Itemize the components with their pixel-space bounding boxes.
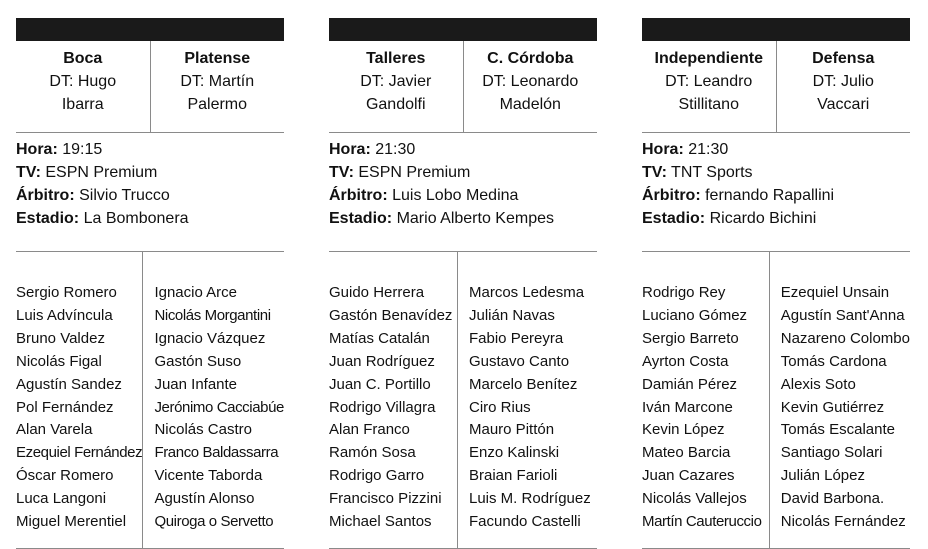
coach-line: Madelón: [499, 96, 561, 113]
match-card: [642, 18, 910, 549]
team-name: Defensa: [812, 50, 875, 67]
info-tv: [329, 161, 597, 184]
player-name: Ignacio Vázquez: [154, 329, 266, 347]
player-name: Guido Herrera: [329, 284, 425, 301]
info-arbitro: [329, 184, 597, 207]
info-tv: [16, 161, 284, 184]
info-hora: [642, 138, 910, 161]
info-hora: [329, 138, 597, 161]
player-name: Marcos Ledesma: [469, 284, 585, 301]
player-name: Mateo Barcia: [642, 444, 731, 462]
player-name: Luca Langoni: [16, 490, 107, 508]
player-name: Ayrton Costa: [642, 352, 729, 370]
info-label: Estadio:: [16, 210, 80, 227]
info-hora: [16, 138, 284, 161]
info-value: ESPN Premium: [358, 164, 471, 181]
coach-line: Vaccari: [817, 96, 870, 113]
player-name: Luis Advíncula: [16, 306, 113, 324]
player-name: Ezequiel Fernández: [16, 444, 143, 462]
info-value: Luis Lobo Medina: [392, 187, 519, 204]
player-name: Juan C. Portillo: [329, 375, 431, 393]
player-name: Gastón Suso: [154, 352, 242, 370]
away-team: [151, 41, 285, 132]
player-name: Nicolás Morgantini: [154, 306, 271, 324]
info-value: Silvio Trucco: [79, 187, 170, 204]
player-name: Kevin Gutiérrez: [780, 398, 885, 416]
player-name: Miguel Merentiel: [16, 513, 127, 531]
away-team: [464, 41, 598, 132]
player-name: Rodrigo Villagra: [329, 398, 436, 416]
player-name: Rodrigo Garro: [329, 467, 425, 485]
player-name: Nicolás Vallejos: [642, 490, 747, 508]
match-info: [329, 133, 597, 252]
player-name: Juan Rodríguez: [329, 352, 435, 370]
away-players-list: [143, 252, 284, 548]
player-name: Luis M. Rodríguez: [469, 490, 591, 508]
player-name: Ignacio Arce: [154, 284, 238, 301]
teams-row: [642, 41, 910, 133]
home-players-list: [642, 252, 770, 548]
teams-row: [329, 41, 597, 133]
coach-line: DT: Martín: [180, 73, 255, 90]
player-name: Agustín Alonso: [154, 490, 255, 508]
home-team: [329, 41, 464, 132]
player-name: Damián Pérez: [642, 375, 738, 393]
info-value: La Bombonera: [83, 210, 189, 227]
info-value: fernando Rapallini: [705, 187, 835, 204]
player-name: Santiago Solari: [780, 444, 883, 462]
player-name: Luciano Gómez: [642, 306, 748, 324]
player-name: Alan Varela: [16, 421, 93, 439]
lineups: [642, 252, 910, 549]
player-name: Tomás Cardona: [780, 352, 887, 370]
player-name: Vicente Taborda: [154, 467, 263, 485]
home-players-list: [329, 252, 458, 548]
coach-line: DT: Leonardo: [482, 73, 579, 90]
player-name: Matías Catalán: [329, 329, 430, 347]
away-players-list: [458, 252, 597, 548]
info-value: 19:15: [62, 141, 103, 158]
player-name: Sergio Barreto: [642, 329, 739, 347]
match-card: [329, 18, 597, 549]
header-bar: [16, 18, 284, 41]
player-name: Nicolás Figal: [16, 352, 102, 370]
player-name: Gastón Benavídez: [329, 306, 453, 324]
player-name: David Barbona.: [780, 490, 885, 508]
lineups: [16, 252, 284, 549]
header-bar: [642, 18, 910, 41]
player-name: Iván Marcone: [642, 398, 733, 416]
info-estadio: [642, 207, 910, 230]
player-name: Tomás Escalante: [780, 421, 895, 439]
player-name: Gustavo Canto: [469, 352, 570, 370]
home-team: [16, 41, 151, 132]
player-name: Juan Cazares: [642, 467, 735, 485]
team-name: Talleres: [366, 50, 426, 67]
player-name: Enzo Kalinski: [469, 444, 560, 462]
player-name: Mauro Pittón: [469, 421, 555, 439]
coach-line: Palermo: [187, 96, 248, 113]
player-name: Alan Franco: [329, 421, 410, 439]
info-value: 21:30: [375, 141, 416, 158]
player-name: Julián López: [780, 467, 865, 485]
player-name: Agustín Sant'Anna: [780, 306, 905, 324]
info-arbitro: [16, 184, 284, 207]
player-name: Nicolás Fernández: [780, 513, 906, 531]
info-value: ESPN Premium: [45, 164, 158, 181]
info-tv: [642, 161, 910, 184]
info-arbitro: [642, 184, 910, 207]
player-name: Michael Santos: [329, 513, 432, 531]
player-name: Nicolás Castro: [154, 421, 252, 439]
info-estadio: [329, 207, 597, 230]
info-label: Hora:: [329, 141, 371, 158]
away-team: [777, 41, 911, 132]
player-name: Pol Fernández: [16, 398, 114, 416]
coach-line: DT: Hugo: [49, 73, 117, 90]
match-info: [642, 133, 910, 252]
header-bar: [329, 18, 597, 41]
player-name: Kevin López: [642, 421, 725, 439]
coach-line: Gandolfi: [365, 96, 426, 113]
home-team: [642, 41, 777, 132]
info-label: Árbitro:: [329, 187, 388, 204]
coach-line: DT: Javier: [360, 73, 432, 90]
info-estadio: [16, 207, 284, 230]
coach-line: Ibarra: [61, 96, 104, 113]
info-label: Estadio:: [329, 210, 393, 227]
info-label: TV:: [329, 164, 354, 181]
player-name: Nazareno Colombo: [780, 329, 910, 347]
info-label: Hora:: [16, 141, 58, 158]
team-name: C. Córdoba: [487, 50, 574, 67]
player-name: Agustín Sandez: [16, 375, 122, 393]
player-name: Bruno Valdez: [16, 329, 105, 347]
player-name: Marcelo Benítez: [469, 375, 578, 393]
player-name: Braian Farioli: [469, 467, 558, 485]
info-label: TV:: [642, 164, 667, 181]
match-card: [16, 18, 284, 549]
player-name: Franco Baldassarra: [154, 444, 279, 462]
home-players-list: [16, 252, 143, 548]
player-name: Alexis Soto: [780, 375, 856, 393]
coach-line: DT: Julio: [812, 73, 874, 90]
info-value: Ricardo Bichini: [709, 210, 817, 227]
info-label: Árbitro:: [16, 187, 75, 204]
player-name: Juan Infante: [154, 375, 238, 393]
team-name: Platense: [184, 50, 251, 67]
player-name: Ezequiel Unsain: [780, 284, 890, 301]
info-value: Mario Alberto Kempes: [396, 210, 554, 227]
info-label: Hora:: [642, 141, 684, 158]
player-name: Ramón Sosa: [329, 444, 416, 462]
player-name: Jerónimo Cacciabúe: [154, 398, 284, 416]
info-label: Estadio:: [642, 210, 706, 227]
coach-line: Stillitano: [678, 96, 739, 113]
match-info: [16, 133, 284, 252]
teams-row: [16, 41, 284, 133]
player-name: Ciro Rius: [469, 398, 531, 416]
info-value: 21:30: [688, 141, 729, 158]
player-name: Fabio Pereyra: [469, 329, 564, 347]
info-label: Árbitro:: [642, 187, 701, 204]
player-name: Francisco Pizzini: [329, 490, 442, 508]
player-name: Quiroga o Servetto: [154, 513, 274, 531]
player-name: Julián Navas: [469, 306, 555, 324]
away-players-list: [770, 252, 910, 548]
player-name: Óscar Romero: [16, 467, 114, 485]
player-name: Facundo Castelli: [469, 513, 581, 531]
info-value: TNT Sports: [671, 164, 753, 181]
coach-line: DT: Leandro: [665, 73, 753, 90]
player-name: Martín Cauteruccio: [642, 513, 762, 531]
player-name: Sergio Romero: [16, 284, 117, 301]
player-name: Rodrigo Rey: [642, 284, 726, 301]
info-label: TV:: [16, 164, 41, 181]
team-name: Boca: [63, 50, 103, 67]
team-name: Independiente: [654, 50, 763, 67]
lineups: [329, 252, 597, 549]
